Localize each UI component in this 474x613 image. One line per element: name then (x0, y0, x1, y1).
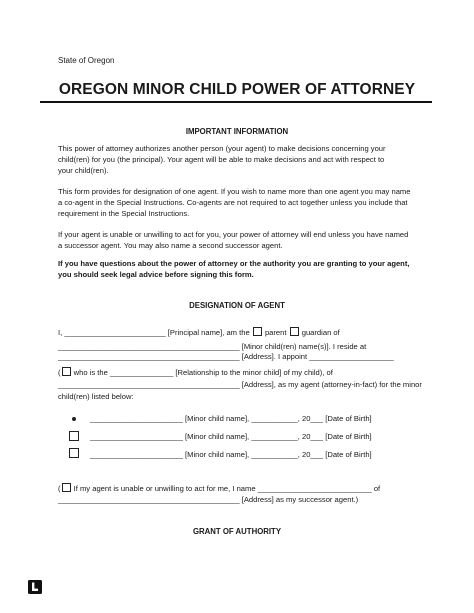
child-row-3[interactable] (90, 450, 372, 459)
guardian-checkbox[interactable] (290, 327, 299, 336)
child-name-blank[interactable]: ______________________ [Minor child name], (90, 414, 250, 423)
text-line: your child(ren). (58, 166, 109, 176)
child-row-1[interactable] (90, 414, 372, 423)
child-dob-label: [Date of Birth] (325, 414, 372, 423)
legal-advice-notice (58, 258, 420, 280)
grant-authority-heading: GRANT OF AUTHORITY (192, 527, 282, 536)
text-line: requirement in the Special Instructions. (58, 209, 190, 219)
text-line: If you have questions about the power of attorney or the authority you are granting to your agent, (58, 259, 410, 268)
child-3-checkbox[interactable] (69, 448, 79, 458)
guardian-label: guardian of (301, 328, 340, 337)
designation-heading: DESIGNATION OF AGENT (189, 301, 285, 310)
child-name-blank[interactable]: ______________________ [Minor child name], (90, 450, 250, 459)
important-info-heading: IMPORTANT INFORMATION (185, 127, 289, 136)
successor-address-line[interactable]: ___________________________________________ [Address] as my successor agent.) (58, 495, 359, 504)
document-title: OREGON MINOR CHILD POWER OF ATTORNEY (58, 81, 416, 98)
agent-address-line[interactable]: ___________________________________________ [Address], as my agent (attorney-in-fact) for the minor (58, 380, 422, 389)
text-line: child(ren) for you (the principal). Your agent will be able to make decisions and act with respect to (58, 155, 385, 165)
open-paren: ( (58, 484, 61, 493)
child-dob-label: [Date of Birth] (325, 450, 372, 459)
state-label: State of Oregon (58, 56, 115, 65)
text-line: a successor agent. You may also name a second successor agent. (58, 241, 283, 251)
relationship-line[interactable] (58, 367, 333, 377)
bullet-icon (72, 417, 76, 421)
successor-text[interactable]: If my agent is unable or unwilling to act for me, I name ___________________________ of (73, 484, 381, 493)
text-line: you should seek legal advice before signing this form. (58, 270, 254, 280)
children-listed-line: child(ren) listed below: (58, 392, 134, 401)
relationship-text: who is the _______________ [Relationship to the minor child] of my child), of (73, 368, 333, 377)
open-paren: ( (58, 368, 61, 377)
successor-checkbox[interactable] (62, 483, 71, 492)
important-paragraph-3 (58, 229, 420, 251)
child-2-checkbox[interactable] (69, 431, 79, 441)
address-appoint-line[interactable]: ___________________________________________ [Address]. I appoint ____________________ (58, 352, 394, 361)
important-paragraph-2 (58, 186, 420, 220)
text-line: This form provides for designation of one agent. If you wish to name more than one agent you may name (58, 187, 411, 196)
child-date-blank[interactable]: ___________, 20___ (251, 432, 324, 441)
children-names-line[interactable]: ___________________________________________ [Minor child(ren) name(s)]. I reside at (58, 342, 367, 351)
text-line: a co-agent in the Special Instructions. Co-agents are not required to act together unless you include that (58, 198, 408, 208)
principal-name-blank[interactable]: I, ________________________ [Principal name], am the (58, 328, 250, 337)
parent-label: parent (264, 328, 287, 337)
child-date-blank[interactable]: ___________, 20___ (251, 450, 324, 459)
child-row-2[interactable] (90, 432, 372, 441)
child-date-blank[interactable]: ___________, 20___ (251, 414, 324, 423)
successor-agent-line[interactable] (58, 483, 380, 493)
principal-line (58, 327, 340, 337)
parent-checkbox[interactable] (253, 327, 262, 336)
title-underline (40, 101, 432, 103)
text-line: This power of attorney authorizes another person (your agent) to make decisions concerning your (58, 144, 386, 153)
child-name-blank[interactable]: ______________________ [Minor child name], (90, 432, 250, 441)
text-line: If your agent is unable or unwilling to act for you, your power of attorney will end unless you have named (58, 230, 409, 239)
relationship-checkbox[interactable] (62, 367, 71, 376)
important-paragraph-1 (58, 143, 420, 177)
brand-logo-icon (28, 580, 42, 594)
child-dob-label: [Date of Birth] (325, 432, 372, 441)
